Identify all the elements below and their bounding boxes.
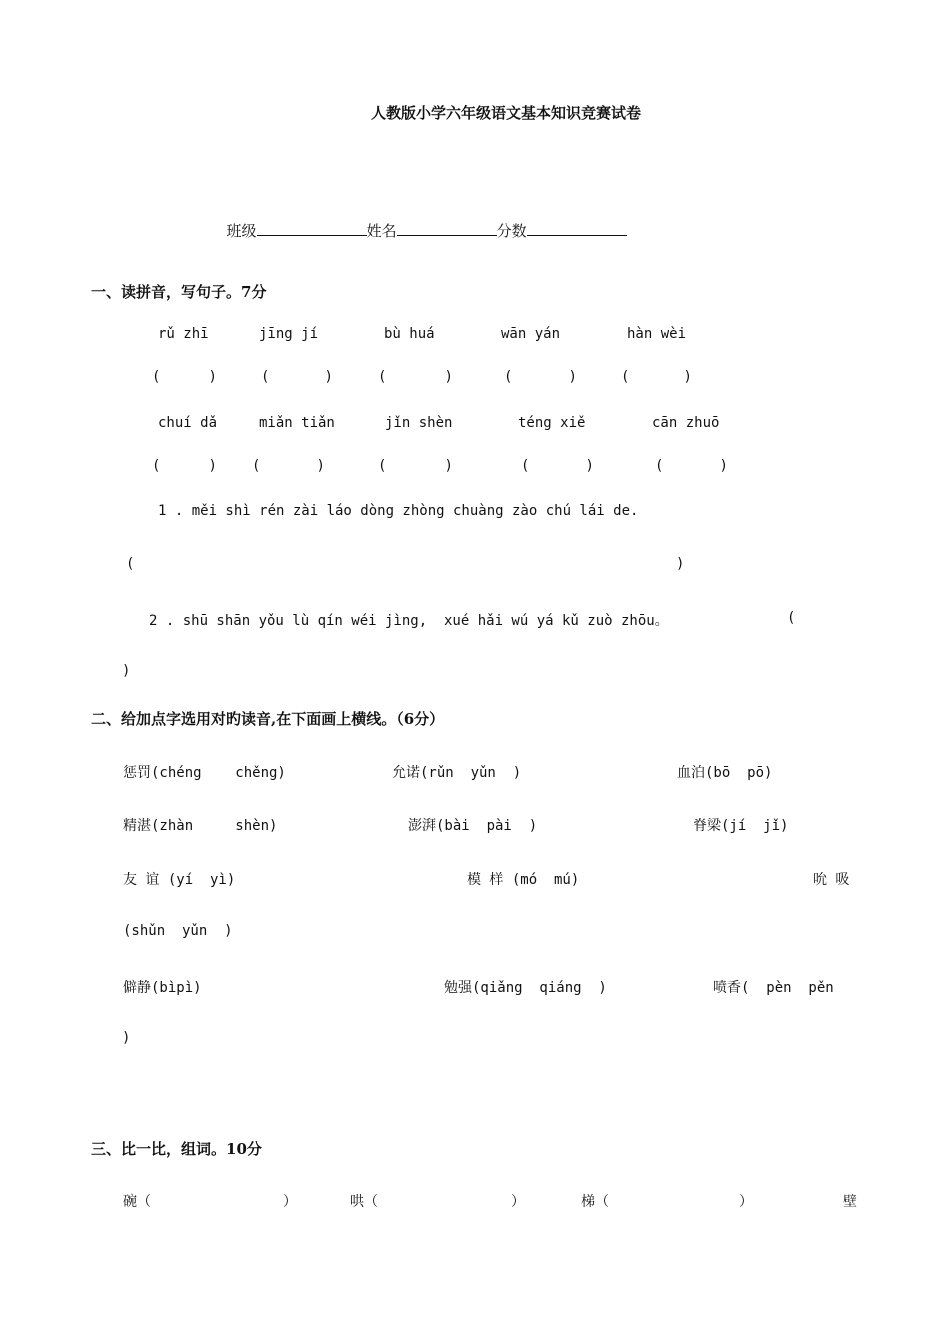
section-2-heading: 二、给加点字选用对旳读音,在下面画上横线。（6分）	[91, 710, 445, 728]
sentence-1-bracket-open[interactable]: (	[126, 556, 135, 572]
reading-choice[interactable]: 喷香( pèn pěn	[713, 980, 834, 996]
score-blank[interactable]	[527, 221, 627, 236]
answer-bracket[interactable]: ( )	[378, 369, 453, 385]
pinyin-item: téng xiě	[518, 415, 586, 431]
compare-char[interactable]: 壁	[843, 1194, 857, 1210]
name-label: 姓名	[366, 222, 397, 240]
page-title: 人教版小学六年级语文基本知识竞赛试卷	[370, 104, 641, 122]
reading-choice[interactable]: 精湛(zhàn shèn)	[123, 818, 278, 834]
section-1-heading: 一、读拼音，写句子。7分	[91, 283, 267, 301]
answer-bracket[interactable]: ( )	[655, 458, 728, 474]
answer-bracket[interactable]: ( )	[504, 369, 577, 385]
reading-choice-options[interactable]: (shǔn yǔn )	[123, 923, 233, 939]
sentence-1-pinyin: 1 . měi shì rén zài láo dòng zhòng chuàng zào chú lái de.	[158, 503, 639, 519]
answer-bracket[interactable]: ( )	[261, 369, 333, 385]
answer-bracket[interactable]: ( )	[378, 458, 453, 474]
answer-bracket[interactable]: ( )	[621, 369, 692, 385]
reading-choice[interactable]: 澎湃(bài pài )	[408, 818, 538, 834]
reading-choice-word[interactable]: 吮 吸	[813, 872, 850, 888]
compare-bracket-close[interactable]: ）	[283, 1194, 297, 1210]
pinyin-item: jīng jí	[259, 326, 319, 342]
reading-choice[interactable]: 友 谊 (yí yì)	[123, 872, 236, 888]
compare-bracket-close[interactable]: ）	[739, 1194, 753, 1210]
compare-char[interactable]: 梯（	[581, 1194, 609, 1210]
answer-bracket[interactable]: ( )	[252, 458, 325, 474]
name-blank[interactable]	[397, 221, 497, 236]
sentence-2-pinyin: 2 . shū shān yǒu lù qín wéi jìng, xué hǎi wú yá kǔ zuò zhōu。	[149, 613, 669, 629]
compare-bracket-close[interactable]: ）	[511, 1194, 525, 1210]
reading-choice[interactable]: 脊梁(jí jǐ)	[693, 818, 789, 834]
reading-choice[interactable]: 勉强(qiǎng qiáng )	[444, 980, 607, 996]
sentence-1-bracket-close[interactable]: )	[676, 556, 685, 572]
class-blank[interactable]	[257, 221, 367, 236]
pinyin-item: wān yán	[501, 326, 561, 342]
answer-bracket[interactable]: ( )	[152, 458, 217, 474]
reading-choice[interactable]: 允诺(rǔn yǔn )	[392, 765, 522, 781]
pinyin-item: hàn wèi	[627, 326, 687, 342]
reading-choice[interactable]: 模 样 (mó mú)	[467, 872, 580, 888]
section-3-heading: 三、比一比，组词。10分	[91, 1140, 262, 1158]
reading-choice[interactable]: 惩罚(chéng chěng)	[123, 765, 286, 781]
class-label: 班级	[226, 222, 257, 240]
sentence-2-bracket-open[interactable]: (	[787, 610, 796, 626]
answer-bracket[interactable]: ( )	[152, 369, 217, 385]
pinyin-item: rǔ zhī	[158, 326, 209, 342]
pinyin-item: bù huá	[384, 326, 435, 342]
compare-char[interactable]: 哄（	[350, 1194, 378, 1210]
pinyin-item: cān zhuō	[652, 415, 720, 431]
student-info-line	[217, 202, 627, 241]
reading-choice[interactable]: 僻静(bìpì)	[123, 980, 202, 996]
reading-choice-close[interactable]: )	[122, 1030, 131, 1046]
pinyin-item: miǎn tiǎn	[259, 415, 335, 431]
compare-char[interactable]: 碗（	[123, 1194, 151, 1210]
reading-choice[interactable]: 血泊(bō pō)	[677, 765, 773, 781]
sentence-2-bracket-close[interactable]: )	[122, 663, 131, 679]
pinyin-item: jǐn shèn	[385, 415, 453, 431]
pinyin-item: chuí dǎ	[158, 415, 218, 431]
answer-bracket[interactable]: ( )	[521, 458, 594, 474]
score-label: 分数	[496, 222, 527, 240]
